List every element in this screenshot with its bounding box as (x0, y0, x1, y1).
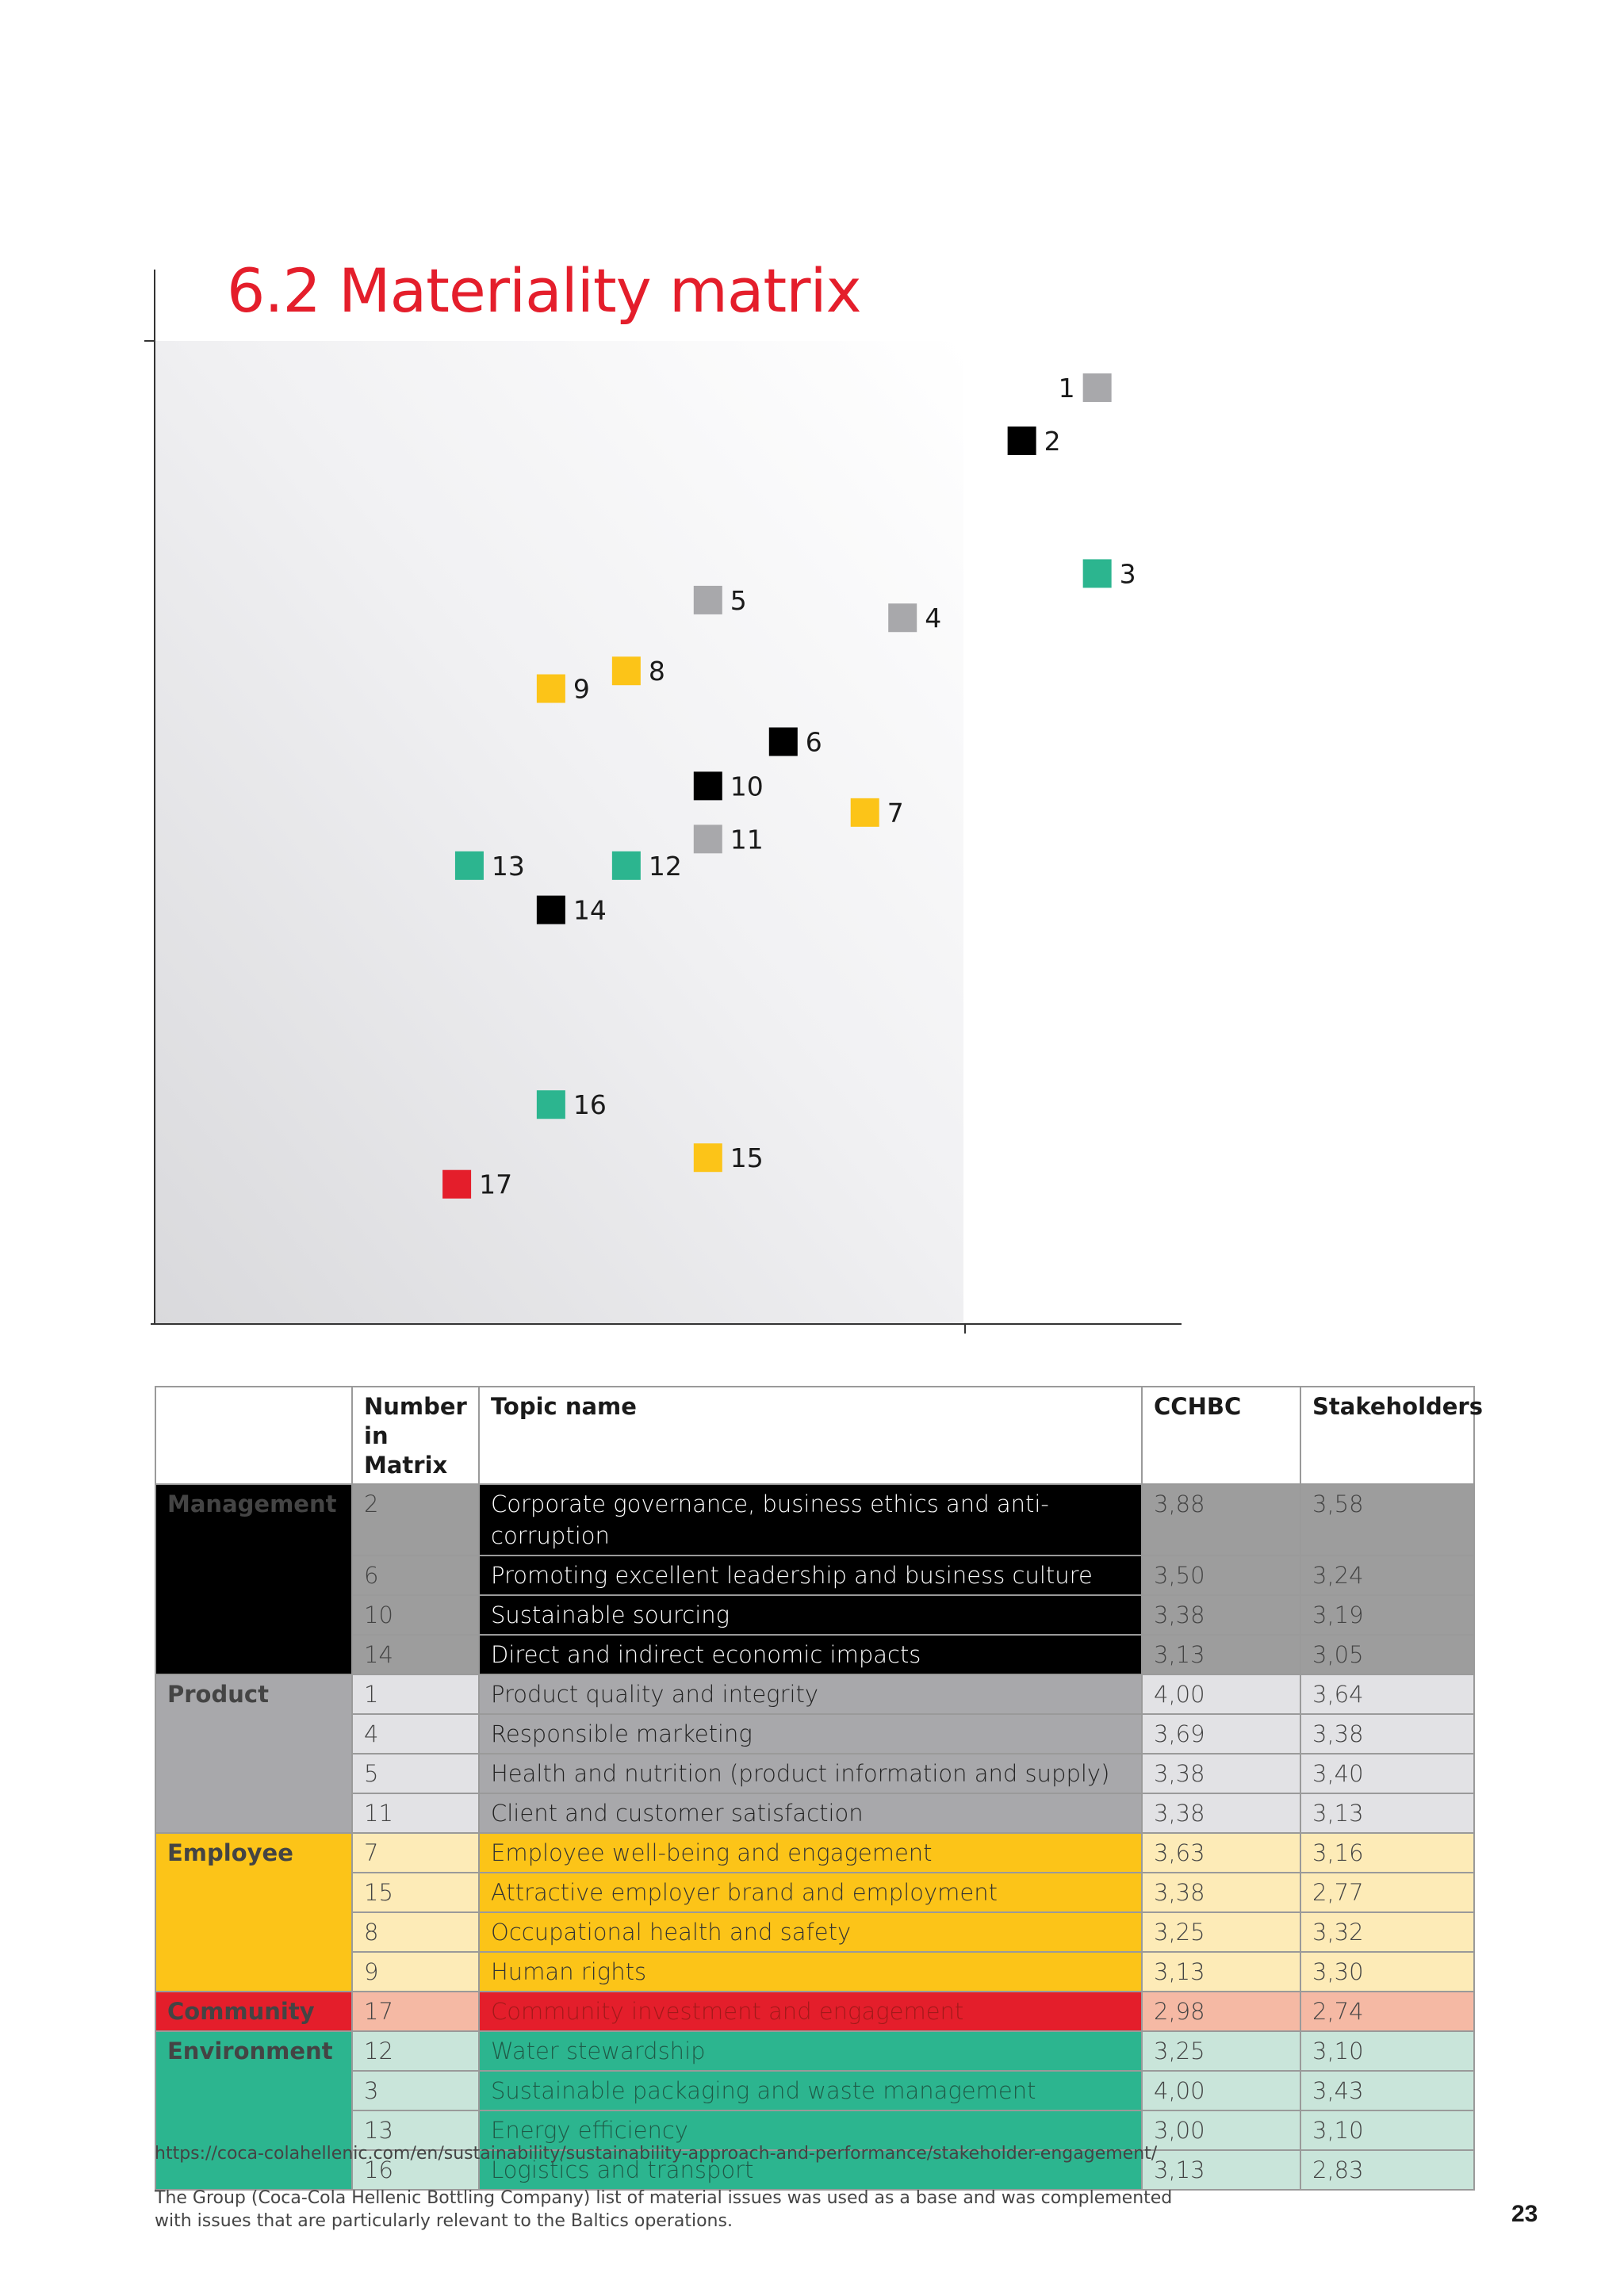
matrix-point-label: 3 (1119, 558, 1136, 590)
matrix-background (155, 341, 963, 1324)
matrix-number-cell: 17 (352, 1992, 479, 2031)
table-row (155, 2071, 1474, 2110)
topic-name-cell: Sustainable packaging and waste management (479, 2071, 1142, 2110)
header-stakeholders: Stakeholders (1300, 1387, 1474, 1484)
topic-name-cell: Promoting excellent leadership and business culture (479, 1556, 1142, 1595)
cchbc-score-cell: 3,00 (1142, 2110, 1300, 2150)
matrix-number-cell: 16 (352, 2150, 479, 2190)
matrix-number-cell: 4 (352, 1714, 479, 1754)
cchbc-score-cell: 3,50 (1142, 1556, 1300, 1595)
matrix-number-cell: 9 (352, 1952, 479, 1992)
matrix-point-label: 5 (730, 584, 747, 616)
group-label: Environment (155, 2031, 352, 2190)
table-row (155, 1833, 1474, 1873)
matrix-number-cell: 8 (352, 1912, 479, 1952)
matrix-point-label: 16 (573, 1089, 607, 1121)
group-label: Employee (155, 1833, 352, 1992)
stakeholders-score-cell: 3,10 (1300, 2110, 1474, 2150)
matrix-point-label: 4 (925, 603, 942, 634)
stakeholders-score-cell: 3,10 (1300, 2031, 1474, 2071)
matrix-point-label: 10 (730, 771, 764, 802)
matrix-point-label: 14 (573, 894, 607, 926)
stakeholders-score-cell: 3,64 (1300, 1674, 1474, 1714)
source-url: https://coca-colahellenic.com/en/sustainability/sustainability-approach-and-performance/stakeholder-engagement/ (155, 2144, 1158, 2164)
cchbc-score-cell: 3,13 (1142, 1952, 1300, 1992)
matrix-number-cell: 12 (352, 2031, 479, 2071)
matrix-point-label: 7 (887, 797, 904, 828)
table-header-row (155, 1387, 1474, 1484)
matrix-point-marker (1083, 373, 1112, 402)
topic-name-cell: Health and nutrition (product information and supply) (479, 1754, 1142, 1793)
table-row (155, 1595, 1474, 1635)
footnote: The Group (Coca-Cola Hellenic Bottling Company) list of material issues was used as a base and was complemented with issues that are particularly relevant to the Baltics operations. (155, 2188, 1173, 2231)
matrix-point-label: 6 (805, 726, 822, 758)
stakeholders-score-cell: 3,13 (1300, 1793, 1474, 1833)
matrix-number-cell: 3 (352, 2071, 479, 2110)
topic-name-cell: Logistics and transport (479, 2150, 1142, 2190)
topic-name-cell: Product quality and integrity (479, 1674, 1142, 1714)
cchbc-score-cell: 3,13 (1142, 1635, 1300, 1674)
group-label: Community (155, 1992, 352, 2031)
matrix-point-marker (455, 851, 484, 880)
header-number: Number in Matrix (352, 1387, 479, 1484)
cchbc-score-cell: 3,88 (1142, 1484, 1300, 1556)
table-row (155, 1754, 1474, 1793)
topic-name-cell: Employee well-being and engagement (479, 1833, 1142, 1873)
topic-name-cell: Attractive employer brand and employment (479, 1873, 1142, 1912)
topic-name-cell: Water stewardship (479, 2031, 1142, 2071)
matrix-point-label: 2 (1044, 425, 1061, 457)
topic-name-cell: Occupational health and safety (479, 1912, 1142, 1952)
stakeholders-score-cell: 3,19 (1300, 1595, 1474, 1635)
matrix-point-marker (537, 896, 565, 924)
topic-name-cell: Sustainable sourcing (479, 1595, 1142, 1635)
matrix-point-marker (694, 586, 722, 614)
stakeholders-score-cell: 2,83 (1300, 2150, 1474, 2190)
cchbc-score-cell: 3,25 (1142, 2031, 1300, 2071)
matrix-point-marker (612, 656, 641, 685)
matrix-point-marker (694, 825, 722, 853)
matrix-point-marker (769, 728, 798, 756)
matrix-number-cell: 14 (352, 1635, 479, 1674)
matrix-point-label: 9 (573, 673, 590, 705)
stakeholders-score-cell: 3,05 (1300, 1635, 1474, 1674)
stakeholders-score-cell: 2,77 (1300, 1873, 1474, 1912)
stakeholders-score-cell: 3,24 (1300, 1556, 1474, 1595)
cchbc-score-cell: 3,69 (1142, 1714, 1300, 1754)
stakeholders-score-cell: 3,16 (1300, 1833, 1474, 1873)
cchbc-score-cell: 2,98 (1142, 1992, 1300, 2031)
topic-name-cell: Human rights (479, 1952, 1142, 1992)
matrix-number-cell: 2 (352, 1484, 479, 1556)
matrix-point-marker (1083, 559, 1112, 587)
cchbc-score-cell: 3,63 (1142, 1833, 1300, 1873)
matrix-point-marker (888, 603, 917, 632)
matrix-point-label: 8 (648, 656, 665, 687)
cchbc-score-cell: 4,00 (1142, 2071, 1300, 2110)
header-topic: Topic name (479, 1387, 1142, 1484)
topic-name-cell: Energy efficiency (479, 2110, 1142, 2150)
table-row (155, 2031, 1474, 2071)
matrix-point-marker (1008, 427, 1036, 455)
cchbc-score-cell: 3,38 (1142, 1873, 1300, 1912)
table-row (155, 1992, 1474, 2031)
table-row (155, 1873, 1474, 1912)
table-row (155, 1912, 1474, 1952)
header-group (155, 1387, 352, 1484)
header-cchbc: CCHBC (1142, 1387, 1300, 1484)
matrix-number-cell: 15 (352, 1873, 479, 1912)
matrix-point-label: 11 (730, 824, 764, 855)
table-row (155, 1556, 1474, 1595)
table-row (155, 1484, 1474, 1556)
matrix-point-marker (537, 675, 565, 703)
page-title: 6.2 Materiality matrix (227, 255, 861, 326)
topic-name-cell: Corporate governance, business ethics and anti-corruption (479, 1484, 1142, 1556)
table-row (155, 1714, 1474, 1754)
matrix-number-cell: 11 (352, 1793, 479, 1833)
matrix-point-label: 12 (648, 850, 682, 882)
stakeholders-score-cell: 3,30 (1300, 1952, 1474, 1992)
matrix-point-marker (694, 1143, 722, 1172)
topic-name-cell: Direct and indirect economic impacts (479, 1635, 1142, 1674)
matrix-point-label: 13 (491, 850, 525, 882)
stakeholders-score-cell: 3,38 (1300, 1714, 1474, 1754)
matrix-point-label: 17 (479, 1169, 513, 1200)
matrix-point-label: 15 (730, 1142, 764, 1174)
table-row (155, 1674, 1474, 1714)
table-row (155, 1952, 1474, 1992)
matrix-number-cell: 7 (352, 1833, 479, 1873)
matrix-point-marker (612, 851, 641, 880)
matrix-point-label: 1 (1058, 372, 1075, 404)
matrix-point-marker (851, 798, 879, 827)
stakeholders-score-cell: 2,74 (1300, 1992, 1474, 2031)
matrix-point-marker (537, 1090, 565, 1119)
materiality-table (155, 1386, 1483, 2191)
stakeholders-score-cell: 3,40 (1300, 1754, 1474, 1793)
cchbc-score-cell: 3,38 (1142, 1595, 1300, 1635)
page-number: 23 (1511, 2201, 1538, 2227)
stakeholders-score-cell: 3,43 (1300, 2071, 1474, 2110)
table-row (155, 1635, 1474, 1674)
cchbc-score-cell: 3,13 (1142, 2150, 1300, 2190)
matrix-number-cell: 5 (352, 1754, 479, 1793)
matrix-point-marker (694, 771, 722, 800)
group-label: Product (155, 1674, 352, 1833)
matrix-point-marker (442, 1170, 471, 1199)
materiality-matrix-chart (143, 262, 1205, 1340)
matrix-number-cell: 1 (352, 1674, 479, 1714)
cchbc-score-cell: 3,25 (1142, 1912, 1300, 1952)
table-row (155, 1793, 1474, 1833)
cchbc-score-cell: 3,38 (1142, 1754, 1300, 1793)
cchbc-score-cell: 3,38 (1142, 1793, 1300, 1833)
topic-name-cell: Community investment and engagement (479, 1992, 1142, 2031)
matrix-number-cell: 10 (352, 1595, 479, 1635)
stakeholders-score-cell: 3,58 (1300, 1484, 1474, 1556)
stakeholders-score-cell: 3,32 (1300, 1912, 1474, 1952)
topic-name-cell: Client and customer satisfaction (479, 1793, 1142, 1833)
cchbc-score-cell: 4,00 (1142, 1674, 1300, 1714)
matrix-number-cell: 6 (352, 1556, 479, 1595)
group-label: Management (155, 1484, 352, 1674)
matrix-number-cell: 13 (352, 2110, 479, 2150)
topic-name-cell: Responsible marketing (479, 1714, 1142, 1754)
